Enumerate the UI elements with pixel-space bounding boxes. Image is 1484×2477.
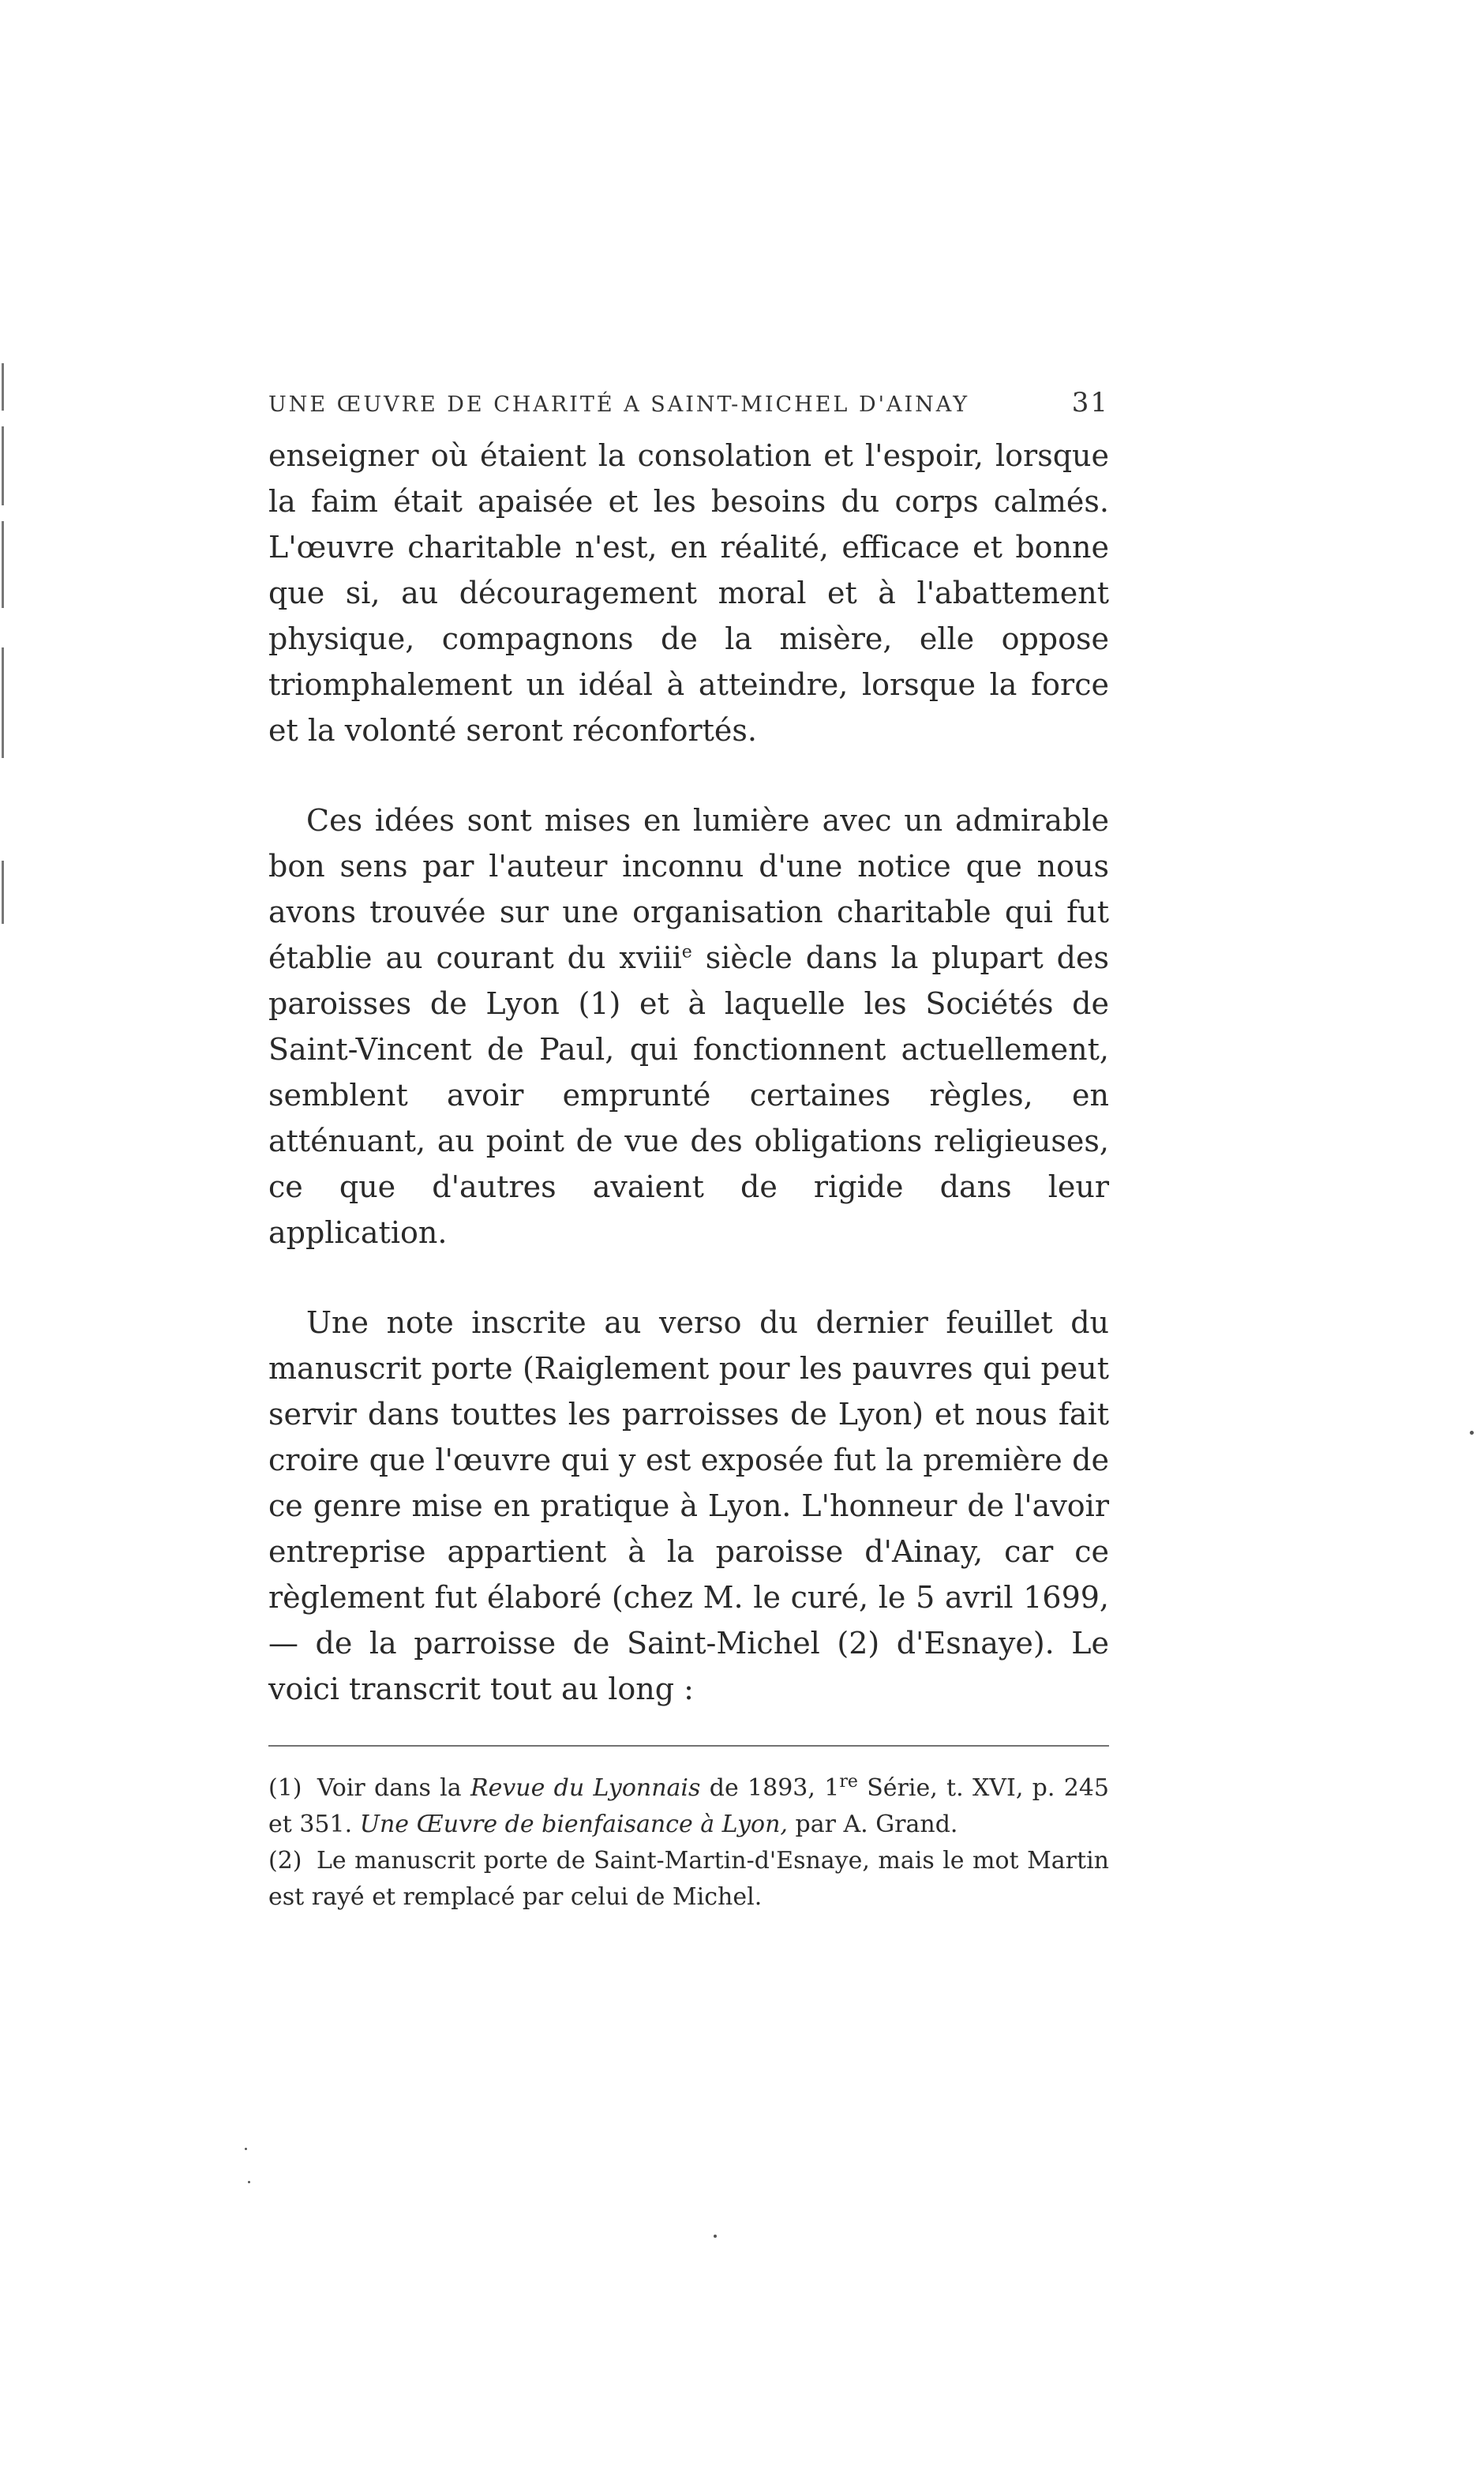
paragraph-2-part-a: Ces idées sont mises en lumière avec un admirable bon sens par l'auteur inconnu d'une notice que nous avons trouvée sur une organisation charitable qui fut établie au courant du xviii [268, 803, 1109, 975]
footnote-1-italic-a: Revue du Lyonnais [470, 1774, 701, 1802]
book-page [268, 387, 1109, 1916]
footnote-1-text-d: par A. Grand. [795, 1811, 958, 1838]
page-number: 31 [1071, 387, 1109, 418]
scan-speck [1470, 1431, 1474, 1435]
scan-edge-mark [2, 363, 4, 411]
scan-edge-mark [2, 647, 4, 758]
footnote-1-number: (1) [268, 1774, 302, 1802]
paragraph-1: enseigner où étaient la consolation et l'espoir, lorsque la faim était apaisée et les besoins du corps calmés. L'œuvre charitable n'est, en réalité, efficace et bonne que si, au découragement moral et à l'abattement physique, compagnons de la misère, elle oppose triomphalement un idéal à atteindre, lorsque la force et la volonté seront réconfortés. [268, 438, 1109, 748]
running-head-title: UNE ŒUVRE DE CHARITÉ A SAINT-MICHEL D'AINAY [268, 392, 970, 417]
paragraph-2-part-b: siècle dans la plupart des paroisses de Lyon (1) et à laquelle les Sociétés de Saint-Vincent de Paul, qui fonctionnent actuellement, semblent avoir emprunté certaines règles, en atténuant, au point de vue des obligations religieuses, ce que d'autres avaient de rigide dans leur application. [268, 940, 1109, 1250]
footnote-1-text-a: Voir dans la [317, 1774, 462, 1802]
footnote-2-number: (2) [268, 1847, 302, 1875]
footnote-2-text: Le manuscrit porte de Saint-Martin-d'Esnaye, mais le mot Martin est rayé et remplacé par celui de Michel. [268, 1847, 1109, 1911]
paragraph-2 [268, 798, 1109, 1255]
scan-edge-mark [2, 521, 4, 608]
footnote-1-italic-b: Une Œuvre de bienfaisance à Lyon, [359, 1811, 788, 1838]
scan-speck [245, 2148, 247, 2150]
scan-speck [714, 2235, 717, 2238]
footnote-1-text-b: de 1893, 1 [709, 1774, 840, 1802]
scan-edge-mark [2, 861, 4, 924]
running-head [268, 387, 1109, 418]
footnote-1-text-c: Série, t. XVI, p. 245 et 351. [268, 1774, 1109, 1838]
scan-speck [248, 2181, 250, 2183]
footnote-2 [268, 1843, 1109, 1916]
paragraph-3: Une note inscrite au verso du dernier feuillet du manuscrit porte (Raiglement pour les pauvres qui peut servir dans touttes les parroisses de Lyon) et nous fait croire que l'œuvre qui y est exposée fut la première de ce genre mise en pratique à Lyon. L'honneur de l'avoir entreprise appartient à la paroisse d'Ainay, car ce règlement fut élaboré (chez M. le curé, le 5 avril 1699, — de la parroisse de Saint-Michel (2) d'Esnaye). Le voici transcrit tout au long : [268, 1305, 1109, 1706]
century-superscript: e [681, 942, 692, 963]
footnote-1 [268, 1770, 1109, 1843]
scan-edge-mark [2, 426, 4, 505]
footnote-1-sup: re [839, 1772, 858, 1792]
footnote-rule [268, 1745, 1109, 1747]
